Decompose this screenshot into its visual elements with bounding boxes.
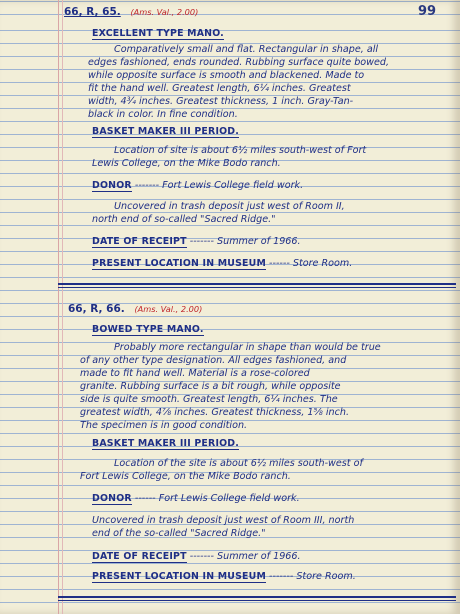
location-line: Fort Lewis College, on the Mike Bodo ranch. bbox=[80, 471, 291, 482]
description-line: side is quite smooth. Greatest length, 6¼ inches. The bbox=[80, 394, 338, 405]
appraised-value: (Ams. Val., 2.00) bbox=[130, 7, 199, 17]
donor-label: DONOR bbox=[92, 180, 132, 191]
catalog-number bbox=[68, 303, 202, 315]
catalog-number-text: 66, R, 65. bbox=[64, 6, 121, 18]
period: BASKET MAKER III PERIOD. bbox=[92, 438, 240, 449]
description-line: greatest width, 4⅞ inches. Greatest thickness, 1⅝ inch. bbox=[80, 407, 350, 418]
present-location-row: PRESENT LOCATION IN MUSEUM ------ Store Room. bbox=[92, 258, 353, 269]
donor-value: Fort Lewis College field work. bbox=[158, 493, 300, 504]
donor-label: DONOR bbox=[92, 493, 132, 504]
page-number: 99 bbox=[418, 4, 437, 19]
location-line: Location of site is about 6½ miles south-west of Fort bbox=[114, 145, 367, 156]
receipt-value: Summer of 1966. bbox=[217, 551, 301, 562]
receipt-value: Summer of 1966. bbox=[217, 236, 301, 247]
provenance-line: north end of so-called "Sacred Ridge." bbox=[92, 214, 276, 225]
description-line: The specimen is in good condition. bbox=[80, 420, 248, 431]
provenance-line: Uncovered in trash deposit just west of Room II, bbox=[114, 201, 345, 212]
location-line: Location of the site is about 6½ miles south-west of bbox=[114, 458, 363, 469]
description-line: fit the hand well. Greatest length, 6¼ inches. Greatest bbox=[88, 83, 351, 94]
description-line: granite. Rubbing surface is a bit rough, while opposite bbox=[80, 381, 341, 392]
catalog-number bbox=[64, 6, 198, 18]
entry-divider bbox=[58, 600, 456, 601]
entry-divider bbox=[58, 596, 456, 598]
location-line: Lewis College, on the Mike Bodo ranch. bbox=[92, 158, 281, 169]
margin-rule bbox=[62, 0, 63, 614]
description-line: Probably more rectangular in shape than would be true bbox=[114, 342, 381, 353]
description-line: edges fashioned, ends rounded. Rubbing surface quite bowed, bbox=[88, 57, 390, 68]
appraised-value: (Ams. Val., 2.00) bbox=[134, 304, 203, 314]
artifact-type: BOWED TYPE MANO. bbox=[92, 324, 204, 335]
receipt-row: DATE OF RECEIPT ------- Summer of 1966. bbox=[92, 236, 301, 247]
present-location-value: Store Room. bbox=[296, 571, 356, 582]
artifact-type: EXCELLENT TYPE MANO. bbox=[92, 28, 224, 39]
description-line: width, 4¾ inches. Greatest thickness, 1 inch. Gray-Tan- bbox=[88, 96, 354, 107]
present-location-value: Store Room. bbox=[292, 258, 353, 269]
description-line: Comparatively small and flat. Rectangular in shape, all bbox=[114, 44, 379, 55]
entry-divider bbox=[58, 283, 456, 285]
entry-divider bbox=[58, 287, 456, 288]
donor-row: DONOR ------- Fort Lewis College field work. bbox=[92, 180, 304, 191]
provenance-line: end of the so-called "Sacred Ridge." bbox=[92, 528, 266, 539]
description-line: black in color. In fine condition. bbox=[88, 109, 238, 120]
receipt-row: DATE OF RECEIPT ------- Summer of 1966. bbox=[92, 551, 301, 562]
period: BASKET MAKER III PERIOD. bbox=[92, 126, 240, 137]
description-line: of any other type designation. All edges fashioned, and bbox=[80, 355, 347, 366]
receipt-label: DATE OF RECEIPT bbox=[92, 551, 187, 562]
provenance-line: Uncovered in trash deposit just west of Room III, north bbox=[92, 515, 355, 526]
donor-value: Fort Lewis College field work. bbox=[162, 180, 304, 191]
present-location-label: PRESENT LOCATION IN MUSEUM bbox=[92, 258, 266, 269]
donor-row: DONOR ------ Fort Lewis College field work. bbox=[92, 493, 300, 504]
description-line: while opposite surface is smooth and blackened. Made to bbox=[88, 70, 365, 81]
present-location-label: PRESENT LOCATION IN MUSEUM bbox=[92, 571, 266, 582]
catalog-number-text: 66, R, 66. bbox=[68, 303, 125, 315]
receipt-label: DATE OF RECEIPT bbox=[92, 236, 187, 247]
margin-rule bbox=[58, 0, 59, 614]
present-location-row: PRESENT LOCATION IN MUSEUM ------- Store Room. bbox=[92, 571, 356, 582]
description-line: made to fit hand well. Material is a rose-colored bbox=[80, 368, 310, 379]
